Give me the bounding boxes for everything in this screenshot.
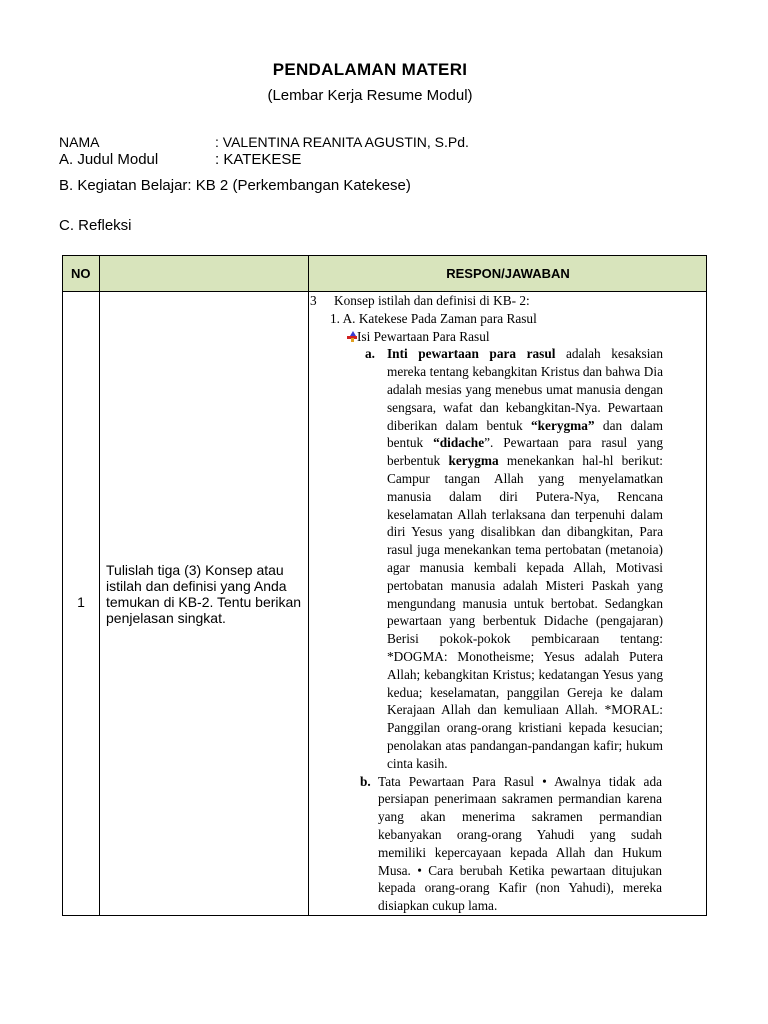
point-b-text: Tata Pewartaan Para Rasul • Awalnya tidak ada persiapan penerimaan sakramen permandian karena yang akan menerima sakramen permandian kebanyakan orang-orang Yahudi yang sudah memiliki kepercayaan kepada Allah dan Hukum Musa. • Cara berubah Ketika pewartaan ditujukan kepada orang-orang Kafir (non Yahudi), mereka disiapkan cukup lama. bbox=[378, 773, 662, 914]
item-number: 3 bbox=[310, 293, 317, 308]
point-a-text-2: dan dalam bentuk bbox=[387, 417, 663, 451]
refleksi-table bbox=[62, 255, 707, 916]
kb-value: : KB 2 (Perkembangan Katekese) bbox=[187, 177, 411, 194]
nama-label: NAMA bbox=[59, 134, 100, 150]
point-a-text-1: adalah kesaksian mereka tentang kebangkitan Kristus dan bahwa Dia adalah mesias yang menebus umat manusia dengan sengsara, wafat dan kebangkitan-Nya. Pewartaan diberikan dalam bentuk bbox=[387, 346, 663, 433]
question-cell: Tulislah tiga (3) Konsep atau istilah dan definisi yang Anda temukan di KB-2. Tentu berikan penjelasan singkat. bbox=[106, 562, 302, 626]
response-line-3 bbox=[310, 328, 706, 346]
arrow-bullet-icon bbox=[347, 331, 357, 342]
point-a-marker: a. bbox=[365, 346, 375, 362]
column-divider bbox=[308, 256, 309, 915]
nama-value: : VALENTINA REANITA AGUSTIN, S.Pd. bbox=[215, 134, 469, 150]
column-divider bbox=[99, 256, 100, 915]
column-header-no: NO bbox=[71, 266, 91, 281]
info-kegiatan-belajar bbox=[59, 177, 411, 194]
judul-value: : KATEKESE bbox=[215, 151, 302, 168]
point-a-bold-2: “kerygma” bbox=[531, 417, 595, 433]
point-a-text-3: ”. Pewartaan para rasul yang berbentuk bbox=[387, 435, 663, 469]
refleksi-heading: C. Refleksi bbox=[59, 217, 132, 234]
point-a-bold-1: Inti pewartaan para rasul bbox=[387, 346, 556, 362]
row-number: 1 bbox=[77, 594, 85, 610]
response-heading bbox=[310, 292, 706, 310]
point-b-paragraph bbox=[360, 773, 662, 915]
response-line-2: 1. A. Katekese Pada Zaman para Rasul bbox=[330, 310, 537, 326]
info-nama bbox=[59, 134, 469, 150]
point-a-bold-4: kerygma bbox=[448, 453, 499, 469]
bullet-text: Isi Pewartaan Para Rasul bbox=[357, 328, 490, 344]
column-header-response: RESPON/JAWABAN bbox=[446, 266, 570, 281]
response-cell bbox=[310, 292, 706, 915]
judul-label: A. Judul Modul bbox=[59, 151, 159, 168]
page-subtitle: (Lembar Kerja Resume Modul) bbox=[267, 87, 473, 104]
point-b-marker: b. bbox=[360, 773, 371, 789]
point-a-bold-3: “didache bbox=[433, 435, 485, 451]
point-a-text-4: menekankan hal-hl berikut: Campur tangan Allah yang menyelamatkan manusia dalam diri Putera-Nya, Rencana keselamatan Allah terlaksana dan terpenuhi dalam diri Yesus yang disalibkan dan dibangkitan, Para rasul juga menekankan tema pertobatan (metanoia) agar manusia kembali kepada Allah, Motivasi pertobatan manusia adalah Misteri Paskah yang mengundang manusia untuk bertobat. Sedangkan pewartaan yang berbentuk Didache (pengajaran) Berisi pokok-pokok pembicaraan tentang: *DOGMA: Monotheisme; Yesus adalah Putera Allah; kebangkitan Kristus; kedatangan Yesus yang kedua; keselamatan, panggilan Gereja ke dalam Kerajaan Allah dan kemuliaan Allah. *MORAL: Panggilan orang-orang kristiani kepada kesucian; penolakan atas pandangan-pandangan kafir; hukum cinta kasih. bbox=[387, 453, 663, 771]
response-line-1: Konsep istilah dan definisi di KB- 2: bbox=[334, 293, 530, 308]
page-title: PENDALAMAN MATERI bbox=[272, 60, 468, 79]
info-judul-modul bbox=[59, 151, 302, 168]
header-cell-blank-bg bbox=[100, 256, 308, 291]
point-a-paragraph bbox=[365, 345, 663, 772]
kb-label: B. Kegiatan Belajar bbox=[59, 177, 188, 194]
